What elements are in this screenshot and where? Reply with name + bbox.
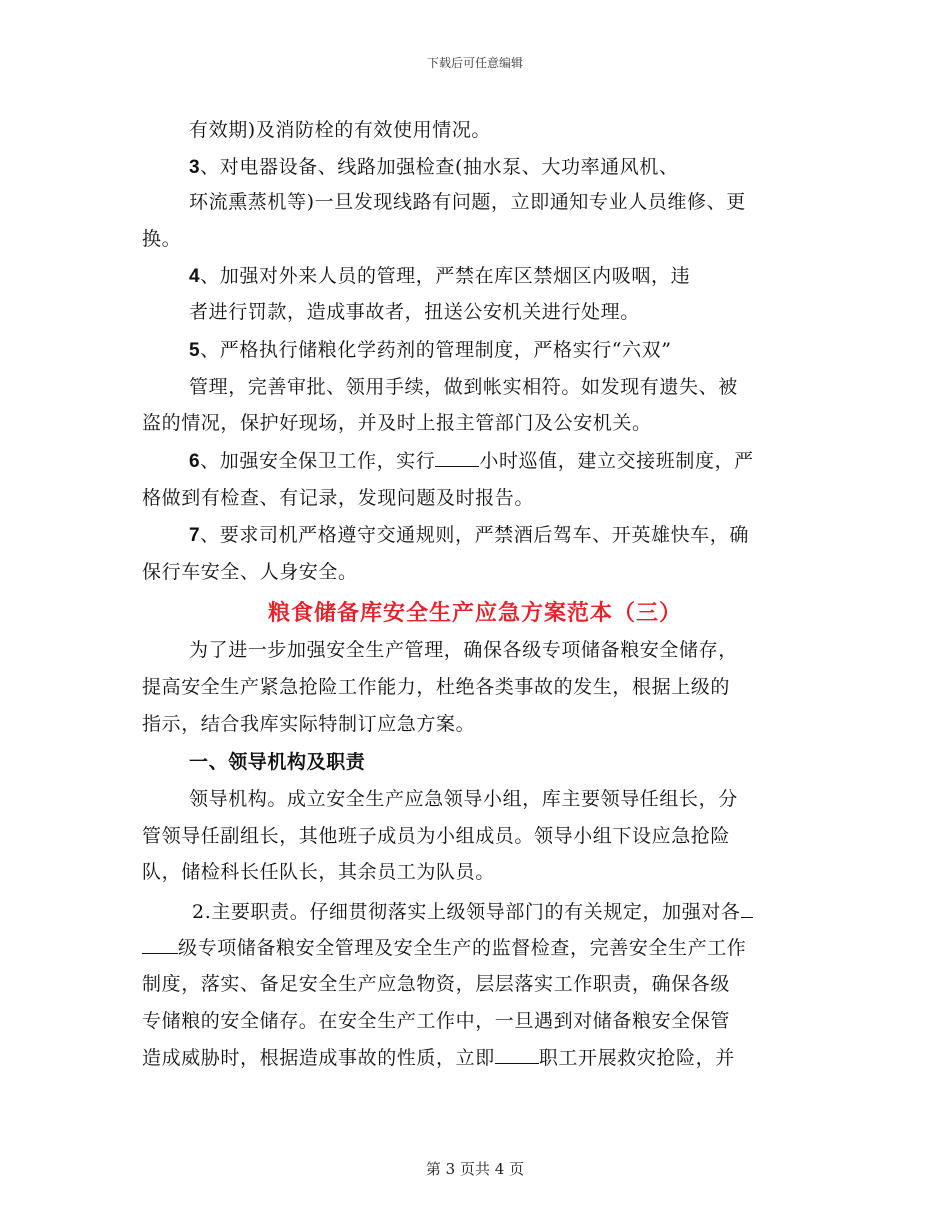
text-span: 小时巡值，建立交接班制度，严 [479,450,754,472]
text-line: 有效期)及消防栓的有效使用情况。 [189,119,492,141]
text-span: 2.主要职责。仔细贯彻落实上级领导部门的有关规定，加强对各 [192,901,741,923]
text-span: 、要求司机严格遵守交通规则，严禁酒后驾车、开英雄快车，确 [200,524,749,546]
text-span: 职工开展救灾抢险，并 [538,1047,735,1069]
text-line [142,1046,735,1070]
text-line: 格做到有检查、有记录，发现问题及时报告。 [142,487,535,509]
text-span: 造成威胁时，根据造成事故的性质，立即 [142,1047,495,1069]
text-line [142,936,746,960]
fill-blank [142,936,178,954]
text-line: 制度，落实、备足安全生产应急物资，层层落实工作职责，确保各级 [142,973,731,995]
text-line: 环流熏蒸机等)一旦发现线路有问题，立即通知专业人员维修、更 [189,191,746,213]
text-line: 队，储检科长任队长，其余员工为队员。 [142,861,495,883]
text-line [189,523,749,548]
section-title: 粮食储备库安全生产应急方案范本（三） [267,600,682,626]
page-footer: 第 3 页共 4 页 [425,1160,525,1178]
text-line [189,155,679,180]
text-line: 盗的情况，保护好现场，并及时上报主管部门及公安机关。 [142,412,652,434]
section-heading: 一、领导机构及职责 [189,751,366,773]
item-number: 6 [189,451,201,472]
text-line: 保行车安全、人身安全。 [142,561,358,583]
text-line [192,900,753,924]
text-line: 管领导任副组长，其他班子成员为小组成员。领导小组下设应急抢险 [142,825,731,847]
text-line: 者进行罚款，造成事故者，扭送公安机关进行处理。 [189,301,640,323]
item-number: 4 [189,266,201,287]
item-number: 3 [189,157,201,178]
item-number: 5 [189,340,201,361]
text-span: 、加强对外来人员的管理，严禁在库区禁烟区内吸咽，违 [200,265,691,287]
text-line [189,264,690,289]
fill-blank [495,1046,539,1064]
text-line: 专储粮的安全储存。在安全生产工作中，一旦遇到对储备粮安全保管 [142,1010,731,1032]
text-line: 领导机构。成立安全生产应急领导小组，库主要领导任组长，分 [189,788,738,810]
text-line [189,338,672,363]
text-line: 指示，结合我库实际特制订应急方案。 [142,713,476,735]
fill-blank [741,900,753,918]
item-number: 7 [189,525,201,546]
fill-blank [435,449,479,467]
text-line: 提高安全生产紧急抢险工作能力，杜绝各类事故的发生，根据上级的 [142,676,731,698]
text-span: 、严格执行储粮化学药剂的管理制度，严格实行“六双” [200,339,672,361]
text-span: 、对电器设备、线路加强检查(抽水泵、大功率通风机、 [200,156,679,178]
text-line: 换。 [142,228,182,250]
text-line [189,449,754,474]
text-line: 为了进一步加强安全生产管理，确保各级专项储备粮安全储存， [189,639,738,661]
text-line: 管理，完善审批、领用手续，做到帐实相符。如发现有遗失、被 [189,376,738,398]
page-header: 下载后可任意编辑 [426,56,523,70]
text-span: 、加强安全保卫工作，实行 [200,450,436,472]
text-span: 级专项储备粮安全管理及安全生产的监督检查，完善安全生产工作 [178,937,747,959]
